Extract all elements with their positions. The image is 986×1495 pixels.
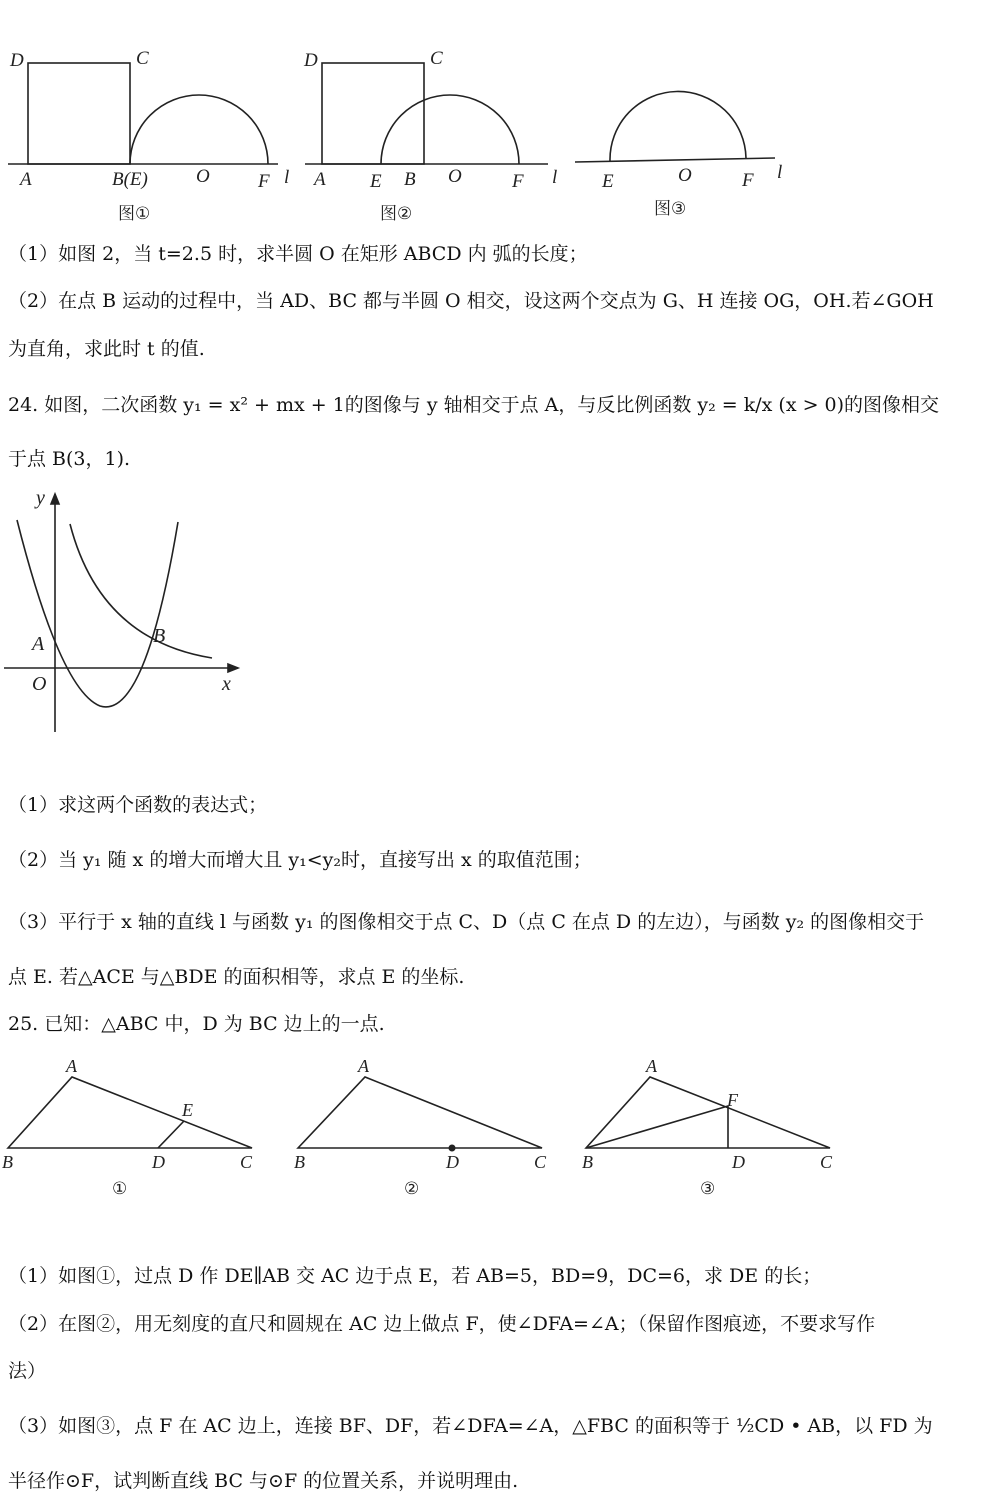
q25-fig3-B: B xyxy=(582,1152,593,1172)
q24-part3-line2: 点 E. 若△ACE 与△BDE 的面积相等，求点 E 的坐标. xyxy=(8,966,465,988)
q24-stem-line1: 24. 如图，二次函数 y₁ = x² + mx + 1的图像与 y 轴相交于点 A，与反比例函数 y₂ = k/x (x > 0)的图像相交 xyxy=(8,394,940,416)
fig2-label-l: l xyxy=(552,167,558,188)
fig2-label-F: F xyxy=(512,171,524,192)
fig3-label-O: O xyxy=(678,165,692,186)
q25-fig3-D: D xyxy=(732,1152,745,1172)
fig1-label-l: l xyxy=(284,167,290,188)
q23-part1: （1）如图 2，当 t=2.5 时，求半圆 O 在矩形 ABCD 内 弧的长度； xyxy=(8,243,588,265)
graph-label-x: x xyxy=(222,673,231,695)
q25-fig2-C: C xyxy=(534,1152,547,1172)
graph-label-B: B xyxy=(153,625,166,647)
q25-figures xyxy=(0,1050,986,1210)
q25-fig1-C: C xyxy=(240,1152,253,1172)
q25-part2-line2: 法） xyxy=(8,1360,47,1382)
fig1-label-F: F xyxy=(258,171,270,192)
fig3-caption: 图③ xyxy=(654,199,687,219)
q25-fig1-B: B xyxy=(2,1152,13,1172)
fig1-label-D: D xyxy=(10,50,24,71)
q23-part2-line2: 为直角，求此时 t 的值. xyxy=(8,338,205,360)
q25-fig2-A: A xyxy=(358,1056,369,1076)
fig1-label-C: C xyxy=(136,48,149,69)
q25-fig1-D: D xyxy=(152,1152,165,1172)
q25-fig2-B: B xyxy=(294,1152,305,1172)
q25-fig3-A: A xyxy=(646,1056,657,1076)
fig1-label-A: A xyxy=(20,169,32,190)
q24-graph xyxy=(0,480,250,740)
q25-part3-line2: 半径作⊙F，试判断直线 BC 与⊙F 的位置关系，并说明理由. xyxy=(8,1470,519,1492)
fig1-label-BE: B(E) xyxy=(112,169,148,190)
q25-part2-line1: （2）在图②，用无刻度的直尺和圆规在 AC 边上做点 F，使∠DFA=∠A；（保留作图痕迹，不要求写作 xyxy=(8,1313,876,1335)
q24-part1: （1）求这两个函数的表达式； xyxy=(8,794,268,816)
q25-stem: 25. 已知：△ABC 中，D 为 BC 边上的一点. xyxy=(8,1013,385,1035)
fig2-label-C: C xyxy=(430,48,443,69)
fig2-caption: 图② xyxy=(380,204,413,224)
graph-label-A: A xyxy=(32,633,45,655)
fig2-label-O: O xyxy=(448,166,462,187)
q25-part3-line1: （3）如图③，点 F 在 AC 边上，连接 BF、DF，若∠DFA=∠A，△FBC 的面积等于 ½CD • AB，以 FD 为 xyxy=(8,1415,933,1437)
q25-fig1-E: E xyxy=(182,1100,193,1120)
q25-fig2-caption: ② xyxy=(404,1179,420,1199)
q23-part2-line1: （2）在点 B 运动的过程中，当 AD、BC 都与半圆 O 相交，设这两个交点为 G、H 连接 OG，OH.若∠GOH xyxy=(8,290,934,312)
fig3-label-F: F xyxy=(742,170,754,191)
graph-label-y: y xyxy=(36,487,45,509)
q25-fig2-D: D xyxy=(446,1152,459,1172)
top-figures xyxy=(0,0,986,230)
q24-part2: （2）当 y₁ 随 x 的增大而增大且 y₁<y₂时，直接写出 x 的取值范围； xyxy=(8,849,592,871)
q25-fig1-caption: ① xyxy=(112,1179,128,1199)
q25-fig3-caption: ③ xyxy=(700,1179,716,1199)
graph-label-O: O xyxy=(32,673,47,695)
fig1-caption: 图① xyxy=(118,204,151,224)
fig3-label-l: l xyxy=(777,162,783,183)
fig2-label-E: E xyxy=(370,171,382,192)
fig2-label-A: A xyxy=(314,169,326,190)
fig3-label-E: E xyxy=(602,171,614,192)
fig2-label-D: D xyxy=(304,50,318,71)
q25-fig1-A: A xyxy=(66,1056,77,1076)
q25-fig3-F: F xyxy=(727,1090,738,1110)
q25-fig3-C: C xyxy=(820,1152,833,1172)
q24-part3-line1: （3）平行于 x 轴的直线 l 与函数 y₁ 的图像相交于点 C、D（点 C 在点 D 的左边），与函数 y₂ 的图像相交于 xyxy=(8,911,925,933)
q25-part1: （1）如图①，过点 D 作 DE∥AB 交 AC 边于点 E，若 AB=5，BD=9，DC=6，求 DE 的长； xyxy=(8,1265,822,1287)
fig1-label-O: O xyxy=(196,166,210,187)
fig2-label-B: B xyxy=(404,169,416,190)
q24-stem-line2: 于点 B(3，1). xyxy=(8,448,131,470)
